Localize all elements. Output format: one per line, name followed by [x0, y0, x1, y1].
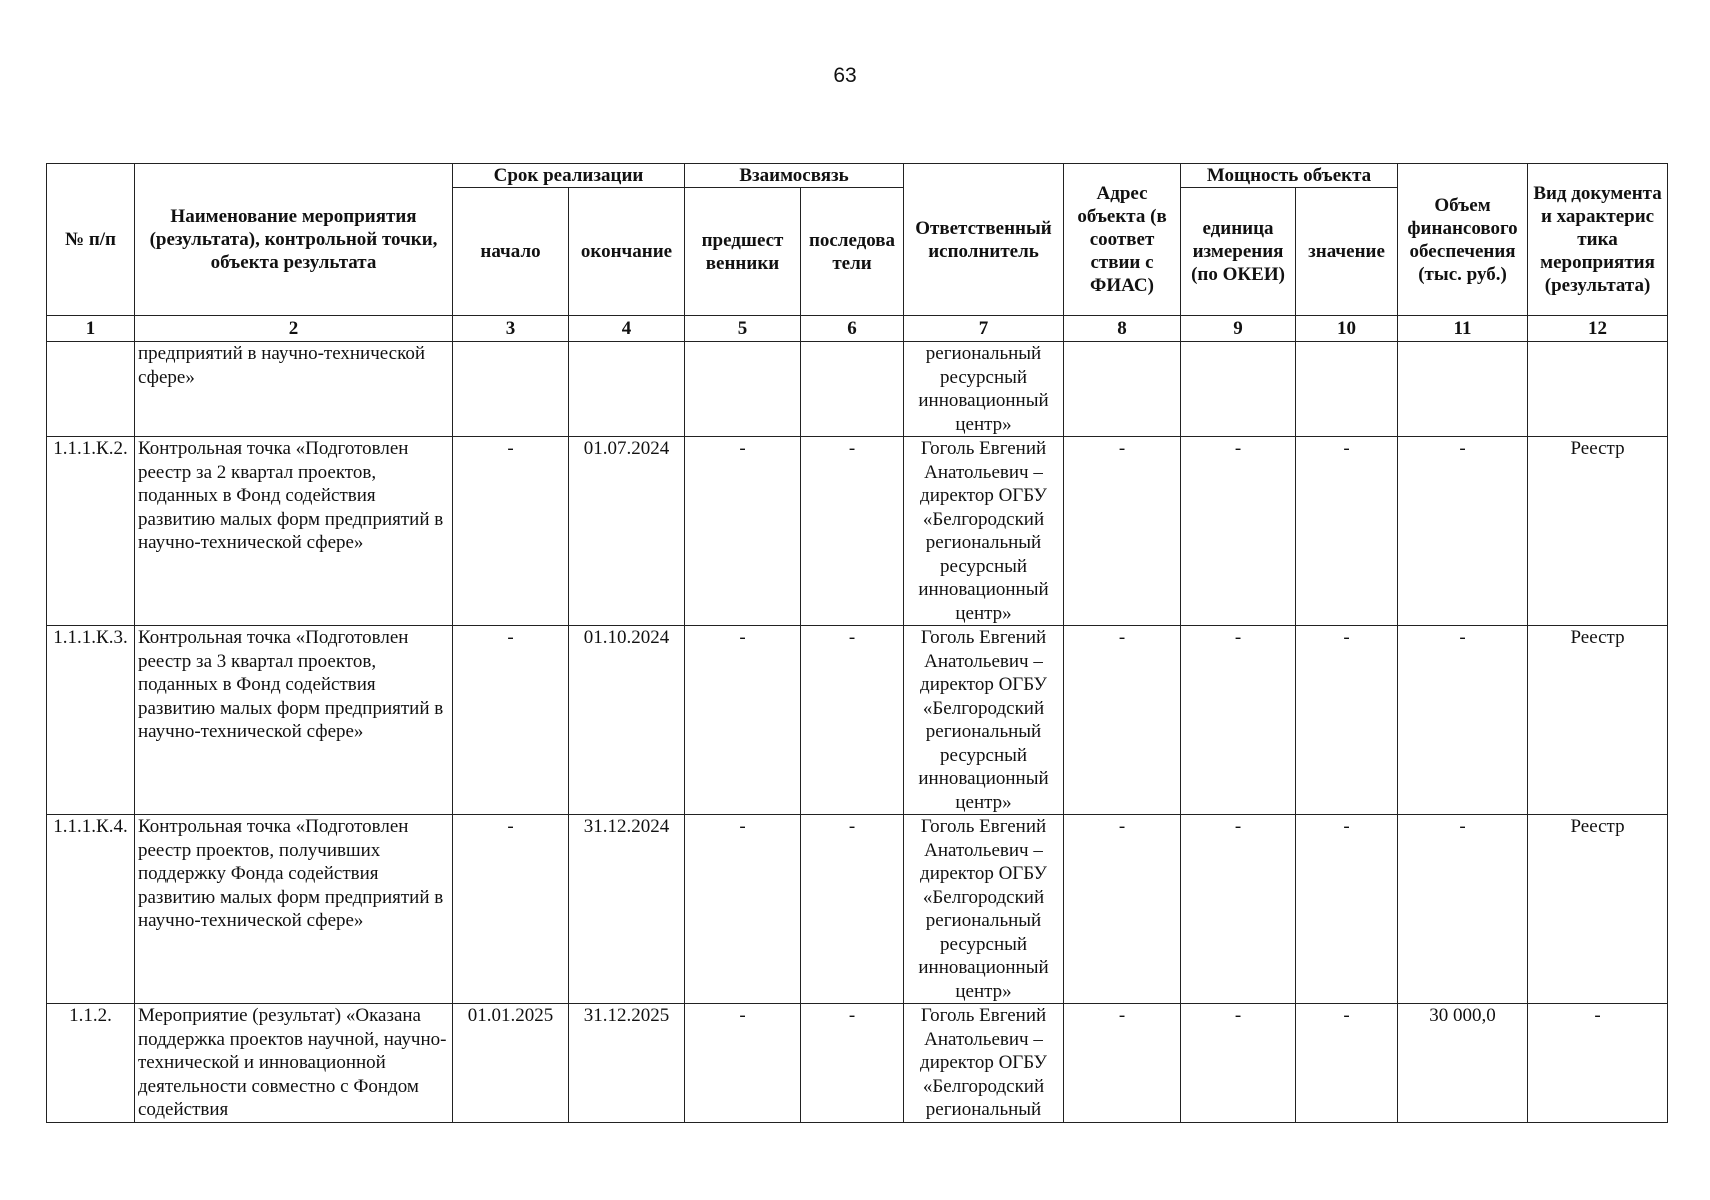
cell-finance: 30 000,0: [1398, 1004, 1528, 1123]
column-number: 4: [569, 316, 685, 342]
cell-finance: -: [1398, 437, 1528, 626]
cell-succ: -: [801, 626, 904, 815]
cell-finance: -: [1398, 626, 1528, 815]
table-row: [47, 626, 1668, 815]
cell-value: [1296, 342, 1398, 437]
cell-responsible: Гоголь Евгений Анатольевич – директор ОГБУ «Белгородский региональный: [904, 1004, 1064, 1123]
header-num: № п/п: [47, 164, 135, 316]
cell-responsible: региональный ресурсный инновационный центр»: [904, 342, 1064, 437]
cell-unit: -: [1181, 626, 1296, 815]
cell-num: 1.1.1.К.2.: [47, 437, 135, 626]
cell-responsible: Гоголь Евгений Анатольевич – директор ОГБУ «Белгородский региональный ресурсный инновационный центр»: [904, 437, 1064, 626]
cell-num: 1.1.2.: [47, 1004, 135, 1123]
cell-responsible: Гоголь Евгений Анатольевич – директор ОГБУ «Белгородский региональный ресурсный инновационный центр»: [904, 626, 1064, 815]
cell-address: -: [1064, 626, 1181, 815]
cell-start: [453, 342, 569, 437]
table-row: [47, 437, 1668, 626]
cell-name: Контрольная точка «Подготовлен реестр за 2 квартал проектов, поданных в Фонд содействия развитию малых форм предприятий в научно-технической сфере»: [135, 437, 453, 626]
cell-doc: Реестр: [1528, 815, 1668, 1004]
column-number: 11: [1398, 316, 1528, 342]
cell-address: -: [1064, 437, 1181, 626]
cell-name: Мероприятие (результат) «Оказана поддержка проектов научной, научно-технической и инновационной деятельности совместно с Фондом содействия: [135, 1004, 453, 1123]
cell-finance: -: [1398, 815, 1528, 1004]
cell-value: -: [1296, 1004, 1398, 1123]
cell-responsible: Гоголь Евгений Анатольевич – директор ОГБУ «Белгородский региональный ресурсный инновационный центр»: [904, 815, 1064, 1004]
header-doc: Вид документа и характерис тика мероприятия (результата): [1528, 164, 1668, 316]
cell-name: Контрольная точка «Подготовлен реестр за 3 квартал проектов, поданных в Фонд содействия развитию малых форм предприятий в научно-технической сфере»: [135, 626, 453, 815]
header-successors: последова тели: [801, 188, 904, 316]
cell-start: -: [453, 815, 569, 1004]
column-number: 8: [1064, 316, 1181, 342]
cell-value: -: [1296, 626, 1398, 815]
cell-start: -: [453, 437, 569, 626]
column-number: 1: [47, 316, 135, 342]
cell-succ: [801, 342, 904, 437]
cell-unit: -: [1181, 815, 1296, 1004]
activities-table: [46, 163, 1668, 1123]
header-address: Адрес объекта (в соответ ствии с ФИАС): [1064, 164, 1181, 316]
header-end: окончание: [569, 188, 685, 316]
header-finance: Объем финансового обеспечения (тыс. руб.): [1398, 164, 1528, 316]
cell-doc: Реестр: [1528, 437, 1668, 626]
header-name: Наименование мероприятия (результата), контрольной точки, объекта результата: [135, 164, 453, 316]
table-row: [47, 815, 1668, 1004]
column-number: 10: [1296, 316, 1398, 342]
cell-value: -: [1296, 815, 1398, 1004]
cell-doc: [1528, 342, 1668, 437]
page-number: 63: [833, 64, 857, 87]
cell-finance: [1398, 342, 1528, 437]
cell-unit: -: [1181, 1004, 1296, 1123]
cell-address: [1064, 342, 1181, 437]
table-row: [47, 1004, 1668, 1123]
cell-pred: [685, 342, 801, 437]
cell-pred: -: [685, 626, 801, 815]
cell-pred: -: [685, 437, 801, 626]
cell-num: 1.1.1.К.3.: [47, 626, 135, 815]
header-group-term: Срок реализации: [453, 164, 685, 188]
cell-end: 31.12.2025: [569, 1004, 685, 1123]
cell-num: 1.1.1.К.4.: [47, 815, 135, 1004]
cell-address: -: [1064, 1004, 1181, 1123]
cell-doc: -: [1528, 1004, 1668, 1123]
cell-end: 01.10.2024: [569, 626, 685, 815]
cell-name: предприятий в научно-технической сфере»: [135, 342, 453, 437]
cell-num: [47, 342, 135, 437]
header-responsible: Ответственный исполнитель: [904, 164, 1064, 316]
column-number: 7: [904, 316, 1064, 342]
cell-succ: -: [801, 437, 904, 626]
cell-end: 31.12.2024: [569, 815, 685, 1004]
column-number: 12: [1528, 316, 1668, 342]
header-unit: единица измерения (по ОКЕИ): [1181, 188, 1296, 316]
cell-unit: [1181, 342, 1296, 437]
header-predecessors: предшест венники: [685, 188, 801, 316]
cell-succ: -: [801, 815, 904, 1004]
cell-unit: -: [1181, 437, 1296, 626]
cell-pred: -: [685, 815, 801, 1004]
header-group-power: Мощность объекта: [1181, 164, 1398, 188]
column-number: 5: [685, 316, 801, 342]
header-value: значение: [1296, 188, 1398, 316]
header-start: начало: [453, 188, 569, 316]
cell-doc: Реестр: [1528, 626, 1668, 815]
cell-start: 01.01.2025: [453, 1004, 569, 1123]
table-row-continuation: [47, 342, 1668, 437]
cell-end: 01.07.2024: [569, 437, 685, 626]
column-number: 3: [453, 316, 569, 342]
cell-end: [569, 342, 685, 437]
cell-address: -: [1064, 815, 1181, 1004]
column-number: 9: [1181, 316, 1296, 342]
cell-pred: -: [685, 1004, 801, 1123]
cell-start: -: [453, 626, 569, 815]
column-number: 6: [801, 316, 904, 342]
cell-value: -: [1296, 437, 1398, 626]
header-group-link: Взаимосвязь: [685, 164, 904, 188]
cell-name: Контрольная точка «Подготовлен реестр проектов, получивших поддержку Фонда содействия развитию малых форм предприятий в научно-технической сфере»: [135, 815, 453, 1004]
cell-succ: -: [801, 1004, 904, 1123]
column-number: 2: [135, 316, 453, 342]
